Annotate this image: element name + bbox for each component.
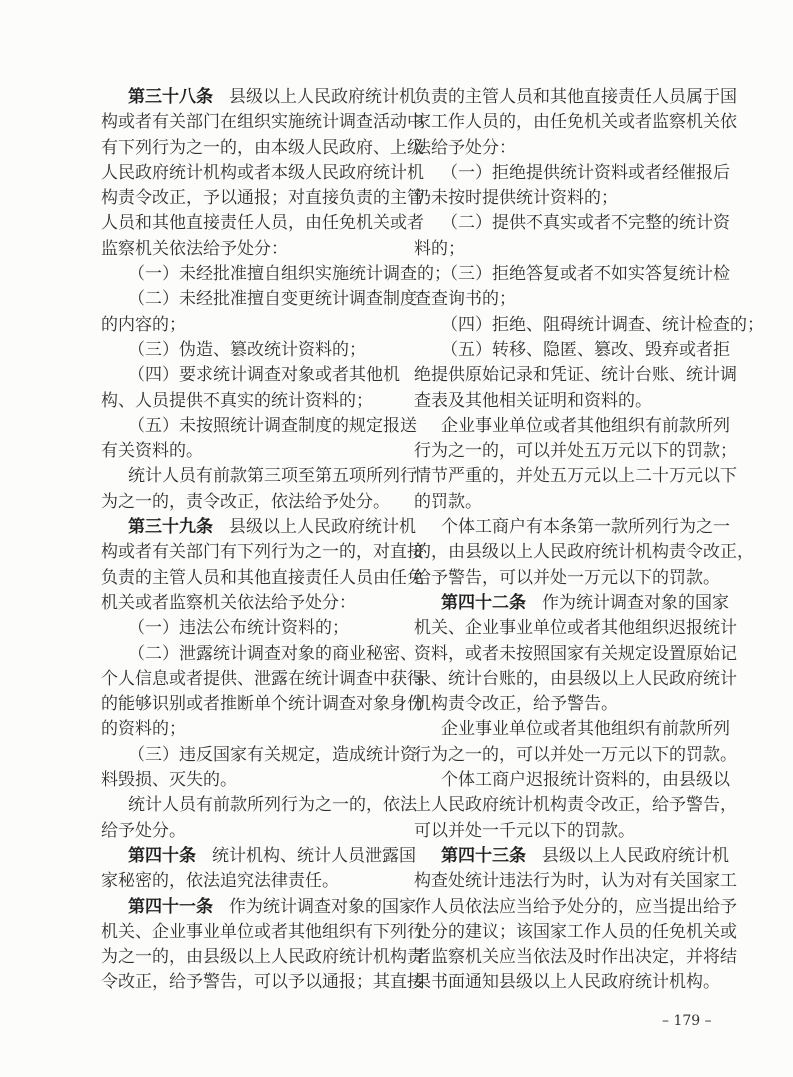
text-line bbox=[414, 642, 737, 667]
article-heading: 第三十八条 bbox=[128, 87, 213, 107]
text-line bbox=[414, 591, 729, 616]
page-number: – 179 – bbox=[662, 1013, 712, 1029]
line-text: 的资料的； bbox=[101, 719, 186, 740]
text-line bbox=[101, 591, 384, 616]
list-item bbox=[101, 642, 424, 743]
line-text: 统计人员有前款所列行为之一的，依法 bbox=[128, 795, 417, 816]
line-text: 者监察机关应当依法及时作出决定，并将结 bbox=[414, 947, 737, 968]
article-paragraph bbox=[101, 515, 424, 616]
list-item bbox=[414, 313, 764, 338]
line-text: 县级以上人民政府统计机 bbox=[542, 845, 729, 866]
text-line bbox=[101, 490, 390, 515]
text-line bbox=[101, 869, 384, 894]
text-line bbox=[414, 717, 730, 742]
line-text: （三）伪造、篡改统计资料的； bbox=[128, 339, 366, 360]
article-heading: 第四十条 bbox=[128, 845, 196, 866]
line-text: 作为统计调查对象的国家 bbox=[229, 896, 416, 917]
line-text: 负责的主管人员和其他直接责任人员属于国 bbox=[414, 87, 737, 107]
line-text: 上人民政府统计机构责令改正，给予警告， bbox=[414, 795, 737, 816]
text-line bbox=[101, 287, 417, 312]
line-text: 法给予处分： bbox=[414, 137, 516, 158]
text-line bbox=[414, 186, 700, 211]
text-line bbox=[101, 414, 417, 439]
text-line bbox=[414, 414, 730, 439]
text-line bbox=[414, 970, 720, 995]
line-text: 给予警告，可以并处一万元以下的罚款。 bbox=[414, 567, 720, 588]
line-text: 资料，或者未按照国家有关规定设置原始记 bbox=[414, 643, 737, 664]
article-paragraph bbox=[414, 591, 737, 717]
line-text: （一）拒绝提供统计资料或者经催报后 bbox=[441, 162, 730, 183]
line-text: 统计机构、统计人员泄露国 bbox=[212, 845, 416, 866]
text-line bbox=[101, 844, 416, 869]
text-line bbox=[101, 186, 424, 211]
line-text: （二）泄露统计调查对象的商业秘密、 bbox=[128, 643, 417, 664]
text-line bbox=[414, 743, 737, 768]
line-text: 统计人员有前款第三项至第五项所列行 bbox=[128, 466, 417, 487]
text-line bbox=[414, 819, 700, 844]
text-line bbox=[101, 313, 384, 338]
text-line bbox=[101, 895, 416, 920]
text-line bbox=[101, 920, 424, 945]
line-text: 行为之一的，可以并处一万元以下的罚款。 bbox=[414, 744, 737, 765]
list-item bbox=[101, 616, 384, 641]
text-line bbox=[414, 136, 700, 161]
paragraph bbox=[101, 464, 417, 515]
list-item bbox=[101, 743, 417, 794]
text-line bbox=[101, 793, 417, 818]
list-item bbox=[101, 262, 451, 287]
text-line bbox=[101, 566, 424, 591]
paragraph bbox=[414, 85, 737, 161]
line-text: 个体工商户迟报统计资料的，由县级以 bbox=[441, 770, 730, 791]
text-line bbox=[414, 540, 754, 565]
article-paragraph bbox=[101, 844, 416, 895]
line-text: 监察机关依法给予处分： bbox=[101, 238, 288, 259]
line-text: 家秘密的，依法追究法律责任。 bbox=[101, 871, 339, 892]
line-text: 可以并处一千元以下的罚款。 bbox=[414, 820, 635, 841]
line-text: 机关、企业事业单位或者其他组织有下列行 bbox=[101, 921, 424, 942]
text-line bbox=[414, 490, 700, 515]
text-line bbox=[414, 237, 700, 262]
text-line bbox=[414, 389, 700, 414]
text-line bbox=[414, 287, 700, 312]
list-item bbox=[101, 414, 417, 465]
article-paragraph bbox=[101, 895, 424, 996]
article-paragraph bbox=[101, 85, 424, 262]
paragraph bbox=[414, 768, 737, 844]
text-line bbox=[101, 389, 384, 414]
line-text: 的内容的； bbox=[101, 314, 186, 335]
line-text: （二）未经批准擅自变更统计调查制度 bbox=[128, 289, 417, 310]
article-paragraph bbox=[414, 844, 737, 996]
article-heading: 第四十二条 bbox=[441, 592, 526, 613]
text-line bbox=[414, 793, 737, 818]
text-line bbox=[101, 768, 384, 793]
list-item bbox=[414, 211, 730, 262]
right-column bbox=[414, 85, 764, 996]
article-heading: 第三十九条 bbox=[128, 517, 213, 538]
line-text: 个人信息或者提供、泄露在统计调查中获得 bbox=[101, 668, 424, 689]
text-line bbox=[414, 313, 764, 338]
text-line bbox=[414, 211, 730, 236]
text-line bbox=[414, 161, 730, 186]
text-line bbox=[414, 439, 737, 464]
text-line bbox=[414, 464, 737, 489]
list-item bbox=[101, 363, 400, 414]
line-text: 构责令改正，予以通报；对直接负责的主管 bbox=[101, 188, 424, 209]
text-line bbox=[414, 363, 737, 388]
text-line bbox=[101, 616, 384, 641]
text-line bbox=[101, 692, 424, 717]
article-heading: 第四十一条 bbox=[128, 896, 213, 917]
line-text: （五）转移、隐匿、篡改、毁弃或者拒 bbox=[441, 339, 730, 360]
line-text: 个体工商户有本条第一款所列行为之一 bbox=[441, 517, 730, 538]
line-text: 人民政府统计机构或者本级人民政府统计机 bbox=[101, 162, 424, 183]
text-line bbox=[414, 844, 729, 869]
line-text: 机关或者监察机关依法给予处分： bbox=[101, 592, 356, 613]
line-text: 负责的主管人员和其他直接责任人员由任免 bbox=[101, 567, 424, 588]
list-item bbox=[414, 262, 730, 313]
paragraph bbox=[414, 717, 737, 768]
line-text: （三）违反国家有关规定，造成统计资 bbox=[128, 744, 417, 765]
text-line bbox=[101, 642, 417, 667]
text-line bbox=[101, 667, 424, 692]
text-line bbox=[414, 667, 737, 692]
text-line bbox=[101, 136, 424, 161]
line-text: 令改正，给予警告，可以予以通报；其直接 bbox=[101, 972, 424, 993]
line-text: 有关资料的。 bbox=[101, 441, 203, 462]
line-text: 家工作人员的，由任免机关或者监察机关依 bbox=[414, 112, 737, 133]
text-line bbox=[101, 717, 384, 742]
line-text: 料的； bbox=[414, 238, 465, 259]
list-item bbox=[414, 338, 737, 414]
line-text: 的，由县级以上人民政府统计机构责令改正， bbox=[414, 542, 754, 563]
paragraph bbox=[101, 793, 417, 844]
paragraph bbox=[414, 414, 737, 515]
text-line bbox=[101, 161, 424, 186]
line-text: （一）违法公布统计资料的； bbox=[128, 618, 349, 639]
line-text: 的能够识别或者推断单个统计调查对象身份 bbox=[101, 694, 424, 715]
text-line bbox=[101, 363, 400, 388]
list-item bbox=[414, 161, 730, 212]
text-line bbox=[101, 85, 416, 110]
text-line bbox=[101, 515, 416, 540]
line-text: 绝提供原始记录和凭证、统计台账、统计调 bbox=[414, 365, 737, 386]
line-text: 为之一的，由县级以上人民政府统计机构责 bbox=[101, 947, 424, 968]
line-text: 查查询书的； bbox=[414, 289, 516, 310]
text-line bbox=[414, 768, 730, 793]
line-text: 给予处分。 bbox=[101, 820, 186, 841]
text-line bbox=[414, 110, 737, 135]
line-text: 构查处统计违法行为时，认为对有关国家工 bbox=[414, 871, 737, 892]
line-text: 作人员依法应当给予处分的，应当提出给予 bbox=[414, 896, 737, 917]
article-heading: 第四十三条 bbox=[441, 845, 526, 866]
line-text: 有下列行为之一的，由本级人民政府、上级 bbox=[101, 137, 424, 158]
text-line bbox=[414, 895, 737, 920]
line-text: 仍未按时提供统计资料的； bbox=[414, 188, 618, 209]
line-text: 作为统计调查对象的国家 bbox=[542, 592, 729, 613]
line-text: 的罚款。 bbox=[414, 491, 482, 512]
text-line bbox=[414, 85, 737, 110]
text-line bbox=[101, 262, 451, 287]
text-line bbox=[101, 439, 384, 464]
line-text: 录、统计台账的，由县级以上人民政府统计 bbox=[414, 668, 737, 689]
line-text: 企业事业单位或者其他组织有前款所列 bbox=[441, 415, 730, 436]
text-line bbox=[101, 110, 424, 135]
line-text: 机关、企业事业单位或者其他组织迟报统计 bbox=[414, 618, 737, 639]
line-text: 情节严重的，并处五万元以上二十万元以下 bbox=[414, 466, 737, 487]
line-text: 县级以上人民政府统计机 bbox=[229, 517, 416, 538]
text-line bbox=[414, 338, 730, 363]
text-line bbox=[101, 945, 424, 970]
line-text: 人员和其他直接责任人员，由任免机关或者 bbox=[101, 213, 424, 234]
text-line bbox=[101, 464, 417, 489]
text-line bbox=[101, 338, 384, 363]
line-text: （五）未按照统计调查制度的规定报送 bbox=[128, 415, 417, 436]
text-line bbox=[101, 237, 384, 262]
text-line bbox=[414, 920, 737, 945]
text-line bbox=[101, 970, 424, 995]
line-text: 处分的建议；该国家工作人员的任免机关或 bbox=[414, 921, 737, 942]
line-text: 构、人员提供不真实的统计资料的； bbox=[101, 390, 373, 411]
line-text: 为之一的，责令改正，依法给予处分。 bbox=[101, 491, 390, 512]
line-text: （四）拒绝、阻碍统计调查、统计检查的； bbox=[441, 314, 764, 335]
text-line bbox=[414, 566, 720, 591]
paragraph bbox=[414, 515, 754, 591]
list-item bbox=[101, 287, 417, 338]
text-line bbox=[101, 743, 417, 768]
line-text: （四）要求统计调查对象或者其他机 bbox=[128, 365, 400, 386]
list-item bbox=[101, 338, 384, 363]
text-line bbox=[414, 945, 737, 970]
text-line bbox=[414, 515, 730, 540]
line-text: 机构责令改正，给予警告。 bbox=[414, 694, 618, 715]
line-text: 企业事业单位或者其他组织有前款所列 bbox=[441, 719, 730, 740]
line-text: 构或者有关部门在组织实施统计调查活动中 bbox=[101, 112, 424, 133]
text-line bbox=[101, 540, 424, 565]
line-text: （二）提供不真实或者不完整的统计资 bbox=[441, 213, 730, 234]
line-text: 果书面通知县级以上人民政府统计机构。 bbox=[414, 972, 720, 993]
text-line bbox=[414, 869, 737, 894]
text-line bbox=[101, 211, 424, 236]
text-line bbox=[101, 819, 384, 844]
text-line bbox=[414, 616, 737, 641]
line-text: 县级以上人民政府统计机 bbox=[229, 87, 416, 107]
line-text: 构或者有关部门有下列行为之一的，对直接 bbox=[101, 542, 424, 563]
line-text: （三）拒绝答复或者不如实答复统计检 bbox=[441, 264, 730, 285]
text-line bbox=[414, 692, 700, 717]
line-text: 料毁损、灭失的。 bbox=[101, 770, 237, 791]
line-text: 查表及其他相关证明和资料的。 bbox=[414, 390, 652, 411]
text-line bbox=[414, 262, 730, 287]
line-text: 行为之一的，可以并处五万元以下的罚款； bbox=[414, 441, 737, 462]
line-text: （一）未经批准擅自组织实施统计调查的； bbox=[128, 264, 451, 285]
